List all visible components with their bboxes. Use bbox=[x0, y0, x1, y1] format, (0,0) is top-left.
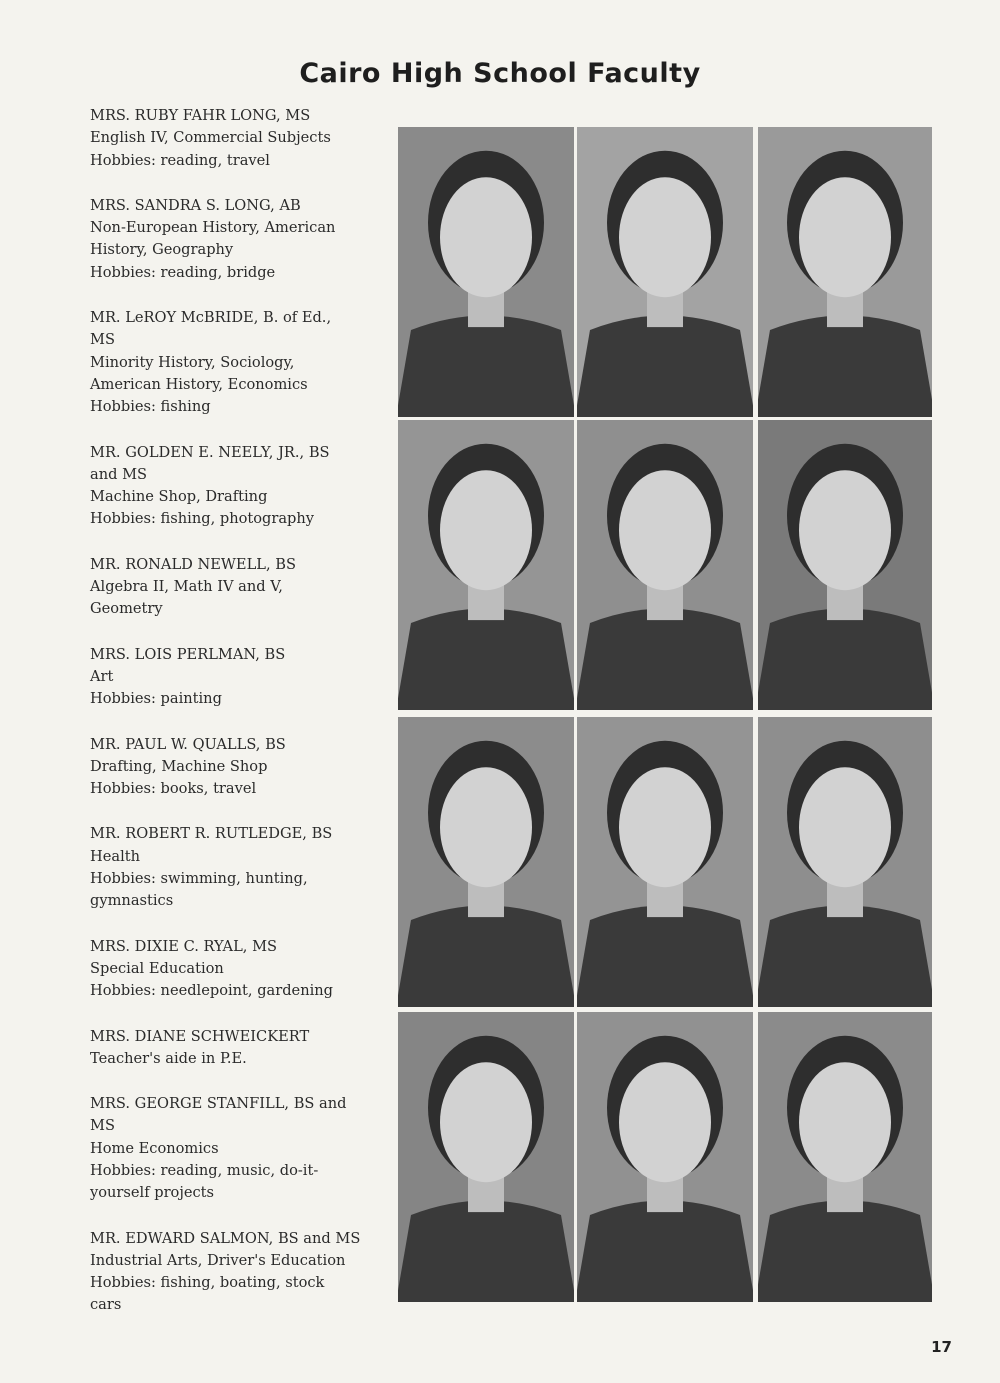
portrait-silhouette bbox=[577, 420, 753, 710]
entry-line: Geometry bbox=[90, 600, 163, 618]
portrait-face bbox=[619, 767, 711, 887]
portrait-photo bbox=[398, 717, 574, 1007]
portrait-photo bbox=[577, 420, 753, 710]
entry-line: MRS. DIANE SCHWEICKERT bbox=[90, 1027, 310, 1045]
portrait-photo bbox=[758, 1012, 932, 1302]
portrait-silhouette bbox=[758, 127, 932, 417]
entry-line: MR. EDWARD SALMON, BS and MS bbox=[90, 1229, 361, 1247]
portrait-face bbox=[440, 177, 532, 297]
entry-line: Non-European History, American bbox=[90, 219, 336, 237]
portrait-photo bbox=[758, 420, 932, 710]
portrait-shoulders bbox=[577, 906, 753, 1008]
faculty-entry bbox=[90, 644, 390, 711]
entry-line: MRS. SANDRA S. LONG, AB bbox=[90, 196, 301, 214]
faculty-entry bbox=[90, 823, 390, 912]
faculty-entry bbox=[90, 936, 390, 1003]
faculty-list bbox=[90, 105, 390, 1317]
portrait-photo bbox=[758, 717, 932, 1007]
entry-line: Special Education bbox=[90, 959, 224, 977]
portrait-photo bbox=[758, 127, 932, 417]
entry-line: History, Geography bbox=[90, 241, 234, 259]
portrait-face bbox=[619, 1062, 711, 1182]
portrait-shoulders bbox=[577, 1201, 753, 1303]
portrait-silhouette bbox=[758, 1012, 932, 1302]
portrait-silhouette bbox=[577, 1012, 753, 1302]
portrait-grid bbox=[398, 127, 932, 1303]
entry-line: Home Economics bbox=[90, 1139, 219, 1157]
portrait-face bbox=[799, 470, 891, 590]
portrait-shoulders bbox=[758, 906, 932, 1008]
portrait-photo bbox=[398, 1012, 574, 1302]
portrait-silhouette bbox=[577, 127, 753, 417]
portrait-silhouette bbox=[758, 420, 932, 710]
portrait-shoulders bbox=[758, 1201, 932, 1303]
entry-line: cars bbox=[90, 1296, 122, 1314]
portrait-face bbox=[799, 1062, 891, 1182]
entry-line: Hobbies: reading, music, do-it- bbox=[90, 1161, 319, 1179]
entry-line: Hobbies: books, travel bbox=[90, 780, 257, 798]
entry-line: Hobbies: painting bbox=[90, 690, 222, 708]
entry-line: and MS bbox=[90, 465, 148, 483]
portrait-face bbox=[799, 767, 891, 887]
portrait-shoulders bbox=[577, 316, 753, 418]
portrait-silhouette bbox=[398, 420, 574, 710]
entry-line: MRS. GEORGE STANFILL, BS and bbox=[90, 1095, 347, 1113]
entry-line: Drafting, Machine Shop bbox=[90, 757, 268, 775]
portrait-shoulders bbox=[577, 609, 753, 711]
entry-line: Hobbies: swimming, hunting, bbox=[90, 870, 308, 888]
portrait-shoulders bbox=[398, 1201, 574, 1303]
entry-line: Industrial Arts, Driver's Education bbox=[90, 1251, 346, 1269]
faculty-entry bbox=[90, 105, 390, 172]
page-number: 17 bbox=[931, 1338, 952, 1356]
entry-line: Hobbies: fishing, boating, stock bbox=[90, 1274, 325, 1292]
entry-line: English IV, Commercial Subjects bbox=[90, 129, 331, 147]
faculty-entry bbox=[90, 1228, 390, 1317]
entry-line: MS bbox=[90, 331, 115, 349]
entry-line: gymnastics bbox=[90, 892, 174, 910]
portrait-shoulders bbox=[758, 316, 932, 418]
entry-line: MR. LeROY McBRIDE, B. of Ed., bbox=[90, 309, 332, 327]
faculty-entry bbox=[90, 442, 390, 531]
portrait-silhouette bbox=[398, 717, 574, 1007]
faculty-entry bbox=[90, 734, 390, 801]
entry-line: MS bbox=[90, 1117, 115, 1135]
entry-line: Algebra II, Math IV and V, bbox=[90, 578, 283, 596]
portrait-photo bbox=[577, 127, 753, 417]
portrait-silhouette bbox=[398, 127, 574, 417]
portrait-photo bbox=[577, 1012, 753, 1302]
entry-line: Teacher's aide in P.E. bbox=[90, 1049, 247, 1067]
portrait-photo bbox=[577, 717, 753, 1007]
portrait-face bbox=[440, 470, 532, 590]
portrait-shoulders bbox=[758, 609, 932, 711]
entry-line: MR. RONALD NEWELL, BS bbox=[90, 555, 296, 573]
entry-line: MRS. DIXIE C. RYAL, MS bbox=[90, 937, 278, 955]
portrait-silhouette bbox=[398, 1012, 574, 1302]
entry-line: yourself projects bbox=[90, 1184, 215, 1202]
entry-line: Hobbies: fishing, photography bbox=[90, 510, 315, 528]
portrait-shoulders bbox=[398, 906, 574, 1008]
entry-line: Art bbox=[90, 667, 114, 685]
faculty-entry bbox=[90, 195, 390, 284]
entry-line: Minority History, Sociology, bbox=[90, 353, 295, 371]
entry-line: MR. GOLDEN E. NEELY, JR., BS bbox=[90, 443, 330, 461]
entry-line: MRS. LOIS PERLMAN, BS bbox=[90, 645, 286, 663]
page-title: Cairo High School Faculty bbox=[299, 58, 701, 89]
portrait-photo bbox=[398, 127, 574, 417]
entry-line: Hobbies: reading, bridge bbox=[90, 263, 276, 281]
entry-line: Hobbies: needlepoint, gardening bbox=[90, 982, 334, 1000]
portrait-face bbox=[799, 177, 891, 297]
portrait-shoulders bbox=[398, 316, 574, 418]
entry-line: Hobbies: reading, travel bbox=[90, 151, 270, 169]
portrait-face bbox=[619, 177, 711, 297]
entry-line: American History, Economics bbox=[90, 375, 308, 393]
faculty-entry bbox=[90, 1093, 390, 1204]
portrait-silhouette bbox=[577, 717, 753, 1007]
portrait-face bbox=[440, 1062, 532, 1182]
entry-line: MR. PAUL W. QUALLS, BS bbox=[90, 735, 286, 753]
entry-line: Machine Shop, Drafting bbox=[90, 488, 268, 506]
entry-line: MR. ROBERT R. RUTLEDGE, BS bbox=[90, 825, 333, 843]
portrait-shoulders bbox=[398, 609, 574, 711]
entry-line: MRS. RUBY FAHR LONG, MS bbox=[90, 107, 311, 124]
faculty-entry bbox=[90, 554, 390, 621]
faculty-entry bbox=[90, 1026, 390, 1071]
portrait-silhouette bbox=[758, 717, 932, 1007]
faculty-entry bbox=[90, 307, 390, 418]
portrait-photo bbox=[398, 420, 574, 710]
portrait-face bbox=[619, 470, 711, 590]
entry-line: Health bbox=[90, 847, 140, 865]
portrait-face bbox=[440, 767, 532, 887]
entry-line: Hobbies: fishing bbox=[90, 398, 211, 416]
